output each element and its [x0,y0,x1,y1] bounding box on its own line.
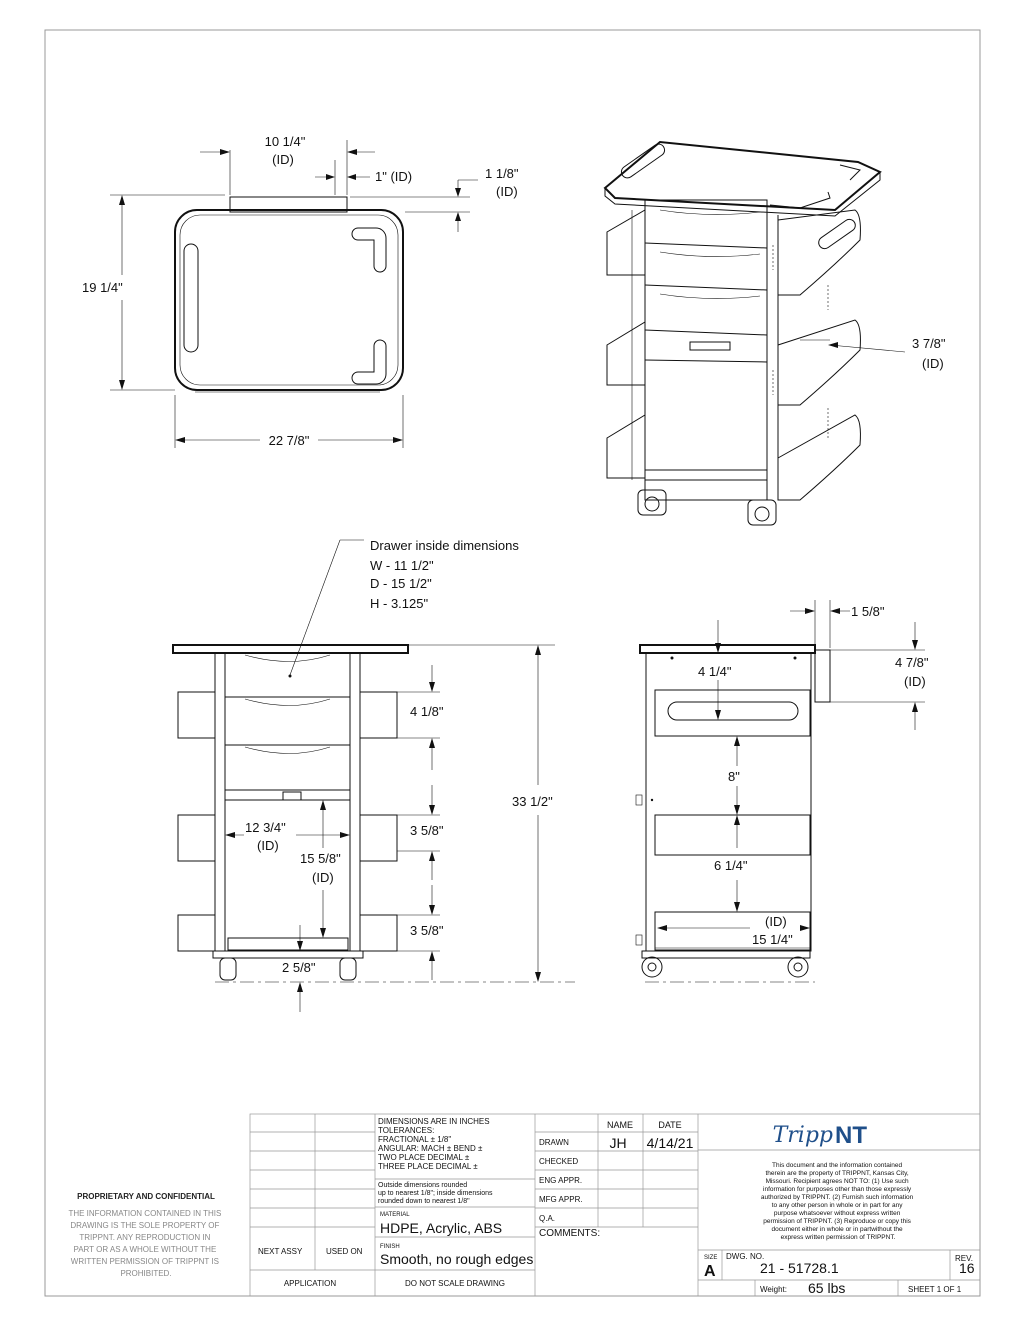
date-header: DATE [658,1120,682,1130]
mfg-appr-label: MFG APPR. [539,1195,583,1204]
tolerances-text: DIMENSIONS ARE IN INCHES TOLERANCES: FRACTIONAL ± 1/8" ANGULAR: MACH ± BEND ± TWO PLACE DECIMAL ± THREE PLACE DECIMAL ± [378,1117,490,1171]
dim-15-14-id: (ID) [765,914,787,929]
side-cabinet [646,653,811,951]
dim-12-34: 12 3/4" [245,820,286,835]
front-cabinet [215,653,360,951]
sheet-number: SHEET 1 OF 1 [908,1285,962,1294]
logo-block: NT [835,1122,867,1149]
dim-1-18: 1 1/8" [485,166,519,181]
dim-4-14: 4 1/4" [698,664,732,679]
material-label: MATERIAL [380,1212,410,1218]
dim-33-12: 33 1/2" [512,794,553,809]
top-view [82,134,519,448]
dim-3-78-id: (ID) [922,356,944,371]
drawn-date: 4/14/21 [646,1135,694,1151]
front-top [173,645,408,653]
iso-shelf-bottom [778,415,860,500]
name-header: NAME [606,1120,634,1130]
material-value: HDPE, Acrylic, ABS [380,1220,503,1236]
size-label: SIZE [704,1255,718,1261]
qa-label: Q.A. [539,1214,556,1223]
weight-value: 65 lbs [808,1280,846,1296]
dim-15-58: 15 5/8" [300,851,341,866]
weight-label: Weight: [760,1285,787,1294]
dim-4-18: 4 1/8" [410,704,444,719]
dim-4-78-id: (ID) [904,674,926,689]
dim-10-14-id: (ID) [272,152,294,167]
dim-1-18-id: (ID) [496,184,518,199]
dim-12-34-id: (ID) [257,838,279,853]
dim-1-58: 1 5/8" [851,604,885,619]
iso-view [605,142,946,525]
comments-label: COMMENTS: [539,1228,601,1239]
dim-10-14: 10 1/4" [264,134,306,149]
size-value: A [704,1263,716,1280]
side-view [636,600,929,982]
next-assy-label: NEXT ASSY [258,1247,303,1256]
rev-label: REV. [955,1254,973,1263]
rev-value: 16 [959,1260,975,1276]
side-shelf-mid [655,815,810,855]
iso-shelf-mid [778,320,860,405]
dwg-no-value: 21 - 51728.1 [760,1260,839,1276]
drawn-name: JH [609,1135,627,1151]
checked-label: CHECKED [539,1157,579,1166]
proprietary-text: THE INFORMATION CONTAINED IN THIS DRAWING IS THE SOLE PROPERTY OF TRIPPNT. ANY REPRODUCTION IN PART OR AS A WHOLE WITHOUT THE WRITTEN PERMISSION OF TRIPPNT IS PROHIBITED. [68,1209,222,1278]
drawn-label: DRAWN [539,1138,569,1147]
notice-text: This document and the information contained therein are the property of TRIPPNT, Kansas City, Missouri. Recipient agrees NOT TO: (1) Use such information for purposes other than those expressly authorized by TRIPPNT. (2) Furnish such information to any other person in whole or in part for any purpose whatsoever without express written permission of TRIPPNT. (3) Reproduce or copy this document either in whole or in partwithout the express written permission of TRIPPNT. [760,1162,914,1241]
corner-handle-bottom [352,340,386,384]
side-top [640,645,815,653]
title-block [250,1114,980,1296]
dim-19-14: 19 1/4" [82,280,123,295]
front-view [173,538,575,1012]
application-label: APPLICATION [283,1279,337,1288]
drawer-note: Drawer inside dimensions W - 11 1/2" D - 15 1/2" H - 3.125" [370,538,519,611]
dwg-no-label: DWG. NO. [726,1252,765,1261]
dim-4-78: 4 7/8" [895,655,929,670]
do-not-scale: DO NOT SCALE DRAWING [404,1279,506,1288]
finish-value: Smooth, no rough edges [380,1251,534,1267]
dim-3-58-a: 3 5/8" [410,823,444,838]
dim-3-78: 3 7/8" [912,336,946,351]
proprietary-notice [68,1192,223,1278]
rounding-text: Outside dimensions rounded up to nearest 1/8"; inside dimensions rounded down to nearest 1/8" [378,1182,493,1205]
dim-3-58-b: 3 5/8" [410,923,444,938]
side-shelf-top [655,690,810,736]
iso-shelf-top [778,210,860,295]
left-slot [184,244,198,352]
dim-15-58-id: (ID) [312,870,334,885]
proprietary-title: PROPRIETARY AND CONFIDENTIAL [77,1192,215,1201]
dim-15-14: 15 1/4" [752,932,793,947]
dim-2-58: 2 5/8" [282,960,316,975]
dim-1-inch: 1" (ID) [375,169,413,184]
logo-script: Tripp [772,1123,833,1148]
used-on-label: USED ON [326,1247,363,1256]
top-view-outline [175,210,403,390]
dim-6-14: 6 1/4" [714,858,748,873]
finish-label: FINISH [380,1244,400,1250]
dim-22-78: 22 7/8" [268,433,310,448]
dim-8: 8" [728,769,740,784]
corner-handle-top [352,228,386,272]
eng-appr-label: ENG APPR. [539,1176,583,1185]
sheet-border [45,30,980,1296]
